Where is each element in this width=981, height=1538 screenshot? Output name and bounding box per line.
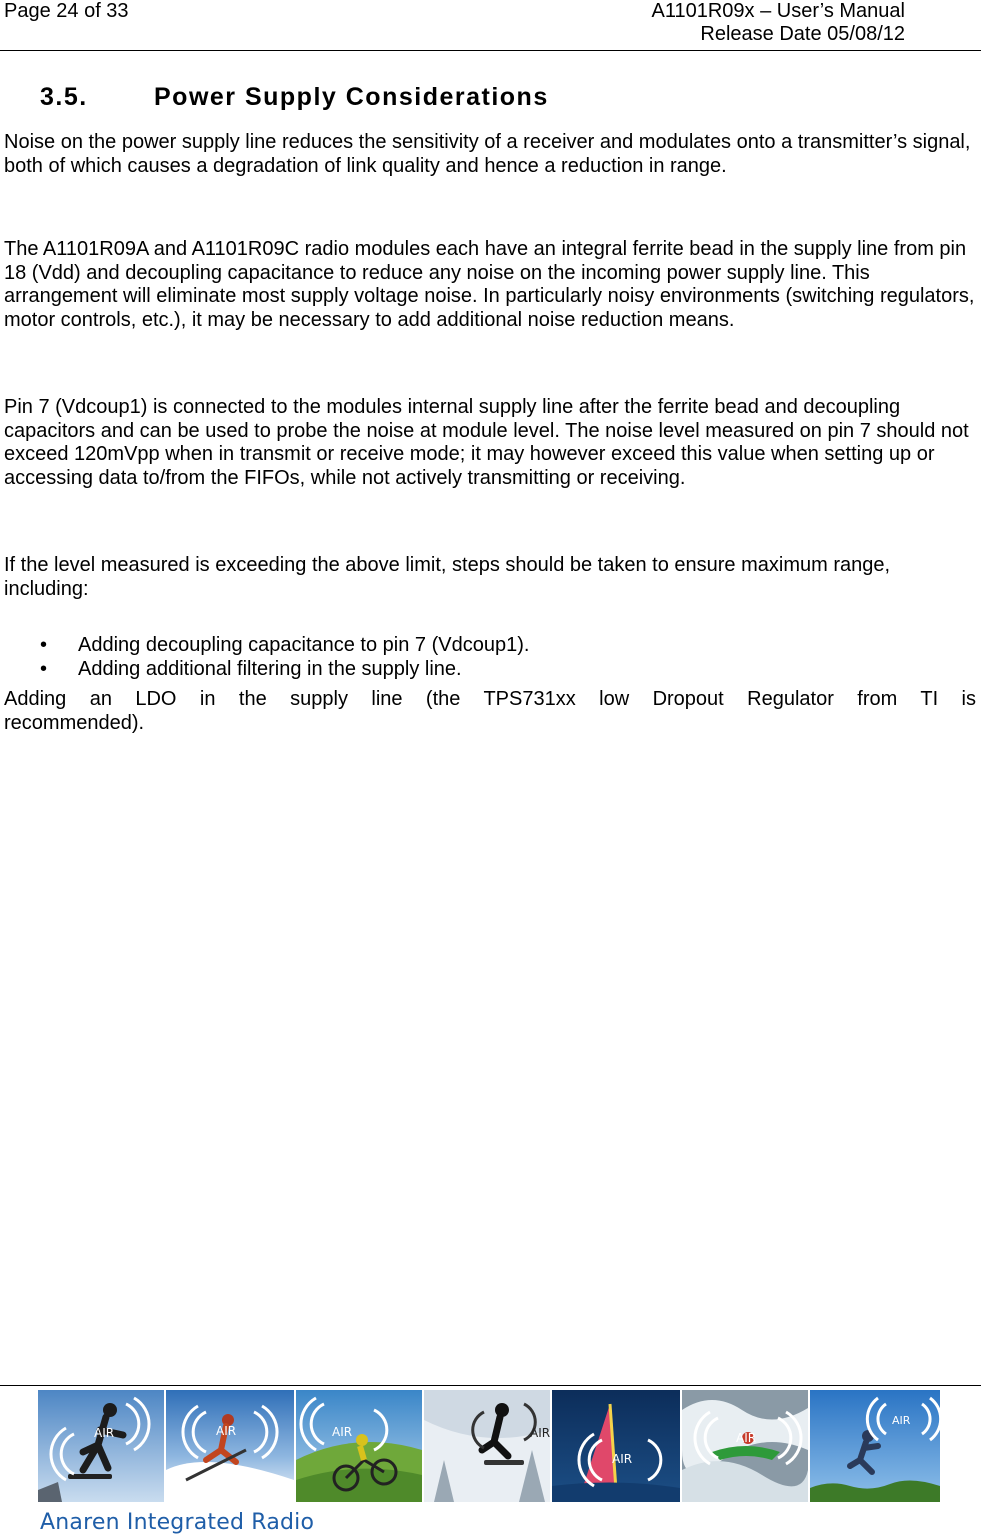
brand-name: Anaren Integrated Radio [40,1510,315,1535]
footer-photo-banner [38,1390,940,1502]
release-date: Release Date 05/08/12 [700,23,905,45]
section-number: 3.5. [40,83,88,111]
skier-photo [166,1390,294,1502]
paragraph-ldo-line1: Adding an LDO in the supply line (the TPS731xx low Dropout Regulator from TI is [4,688,976,710]
document-title: A1101R09x – User’s Manual [651,0,905,22]
list-item [4,658,976,682]
snowboarder-photo [424,1390,550,1502]
jumper-photo [810,1390,940,1502]
page-number: Page 24 of 33 [4,0,129,22]
paragraph-ldo [4,688,976,735]
paragraph-vdcoup1: Pin 7 (Vdcoup1) is connected to the modules internal supply line after the ferrite bead and decoupling capacitors and can be used to probe the noise at module level. The noise level measured on pin 7 should not exceed 120mVpp when in transmit or receive mode; it may however exceed this value when setting up or accessing data to/from the FIFOs, while not actively transmitting or receiving. [4,396,969,489]
list-item-text: Adding additional filtering in the supply line. [78,657,462,680]
list-item [4,634,976,658]
air-label: AIR [530,1426,550,1440]
air-label: AIR [94,1426,115,1440]
air-label: AIR [736,1431,757,1445]
bullet-icon: • [40,634,48,656]
skateboarder-photo [38,1390,164,1502]
paragraph-ferrite-bead: The A1101R09A and A1101R09C radio modules each have an integral ferrite bead in the supply line from pin 18 (Vdd) and decoupling capacitance to reduce any noise on the incoming power supply line. This arrangement will eliminate most supply voltage noise. In particularly noisy environments (switching regulators, motor controls, etc.), it may be necessary to add additional noise reduction means. [4,238,975,331]
windsurfer-photo [552,1390,680,1502]
header-title-block [652,0,905,46]
air-label: AIR [216,1424,237,1438]
kayaker-photo [682,1390,808,1502]
paragraph-limit-steps: If the level measured is exceeding the above limit, steps should be taken to ensure maximum range, including: [4,554,891,600]
bullet-icon: • [40,657,48,680]
section-heading [40,82,549,112]
section-title: Power Supply Considerations [154,83,549,111]
bullet-list [4,634,976,681]
cyclist-photo [296,1390,422,1502]
paragraph-noise-intro: Noise on the power supply line reduces the sensitivity of a receiver and modulates onto a transmitter’s signal, both of which causes a degradation of link quality and hence a reduction in range. [4,131,971,177]
paragraph-ldo-line2: recommended). [4,711,145,734]
air-label: AIR [612,1452,633,1466]
air-label: AIR [892,1414,911,1427]
list-item-text: Adding decoupling capacitance to pin 7 (Vdcoup1). [78,634,530,656]
footer-divider [0,1385,981,1386]
header-divider [0,50,981,51]
air-label: AIR [332,1425,353,1439]
